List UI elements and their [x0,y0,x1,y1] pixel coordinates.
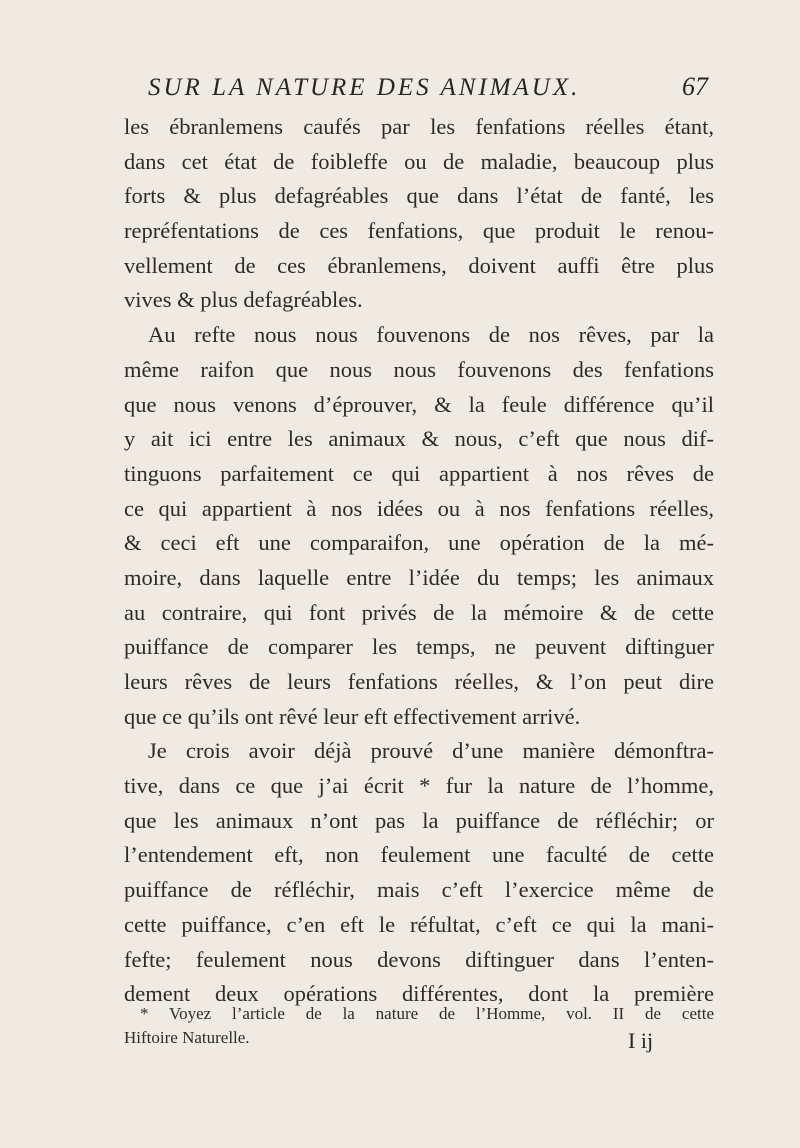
text-line: fefte; feulement nous devons diftinguer dans l’enten- [124,946,714,972]
paragraph-start-line: Au refte nous nous fouvenons de nos rêves, par la [148,322,714,348]
text-line: vellement de ces ébranlemens, doivent auffi être plus [124,252,714,278]
text-line: repréfentations de ces fenfations, que produit le renou- [124,218,714,244]
text-line: moire, dans laquelle entre l’idée du temps; les animaux [124,564,714,590]
text-line: que ce qu’ils ont rêvé leur eft effectivement arrivé. [124,703,581,729]
text-line: leurs rêves de leurs fenfations réelles, & l’on peut dire [124,669,714,694]
footnote-line: * Voyez l’article de la nature de l’Homme, vol. II de cette [140,1004,714,1023]
text-line: même raifon que nous nous fouvenons des fenfations [124,356,714,382]
running-head [148,70,708,114]
text-line: l’entendement eft, non feulement une faculté de cette [124,842,714,868]
text-line: ce qui appartient à nos idées ou à nos fenfations réelles, [124,495,714,521]
paragraph-start-line: Je crois avoir déjà prouvé d’une manière démonftra- [148,738,714,764]
body-text [124,110,714,1012]
text-line: puiffance de comparer les temps, ne peuvent diftinguer [124,634,714,660]
text-line: vives & plus defagréables. [124,287,363,313]
page-number: 67 [682,72,708,101]
text-line: dement deux opérations différentes, dont la première [124,981,714,1007]
text-line: puiffance de réfléchir, mais c’eft l’exercice même de [124,877,714,903]
text-line: dans cet état de foibleffe ou de maladie, beaucoup plus [124,148,714,174]
text-line: tinguons parfaitement ce qui appartient à nos rêves de [124,460,714,486]
text-line: & ceci eft une comparaifon, une opération de la mé- [124,530,714,556]
text-line: forts & plus defagréables que dans l’état de fanté, les [124,183,714,209]
footnote [124,1002,714,1050]
text-line: que nous venons d’éprouver, & la feule différence qu’il [124,391,714,417]
text-line: cette puiffance, c’en eft le réfultat, c’eft ce qui la mani- [124,911,714,937]
text-line: y ait ici entre les animaux & nous, c’eft que nous dif- [124,426,714,452]
text-line: au contraire, qui font privés de la mémoire & de cette [124,599,714,625]
running-head-title: SUR LA NATURE DES ANIMAUX. [148,74,581,101]
text-line: les ébranlemens caufés par les fenfations réelles étant, [124,114,714,139]
footnote-line: Hiftoire Naturelle. [124,1028,250,1047]
text-line: tive, dans ce que j’ai écrit * fur la nature de l’homme, [124,773,714,799]
signature-mark: I ij [628,1028,654,1053]
text-line: que les animaux n’ont pas la puiffance de réfléchir; or [124,807,714,833]
